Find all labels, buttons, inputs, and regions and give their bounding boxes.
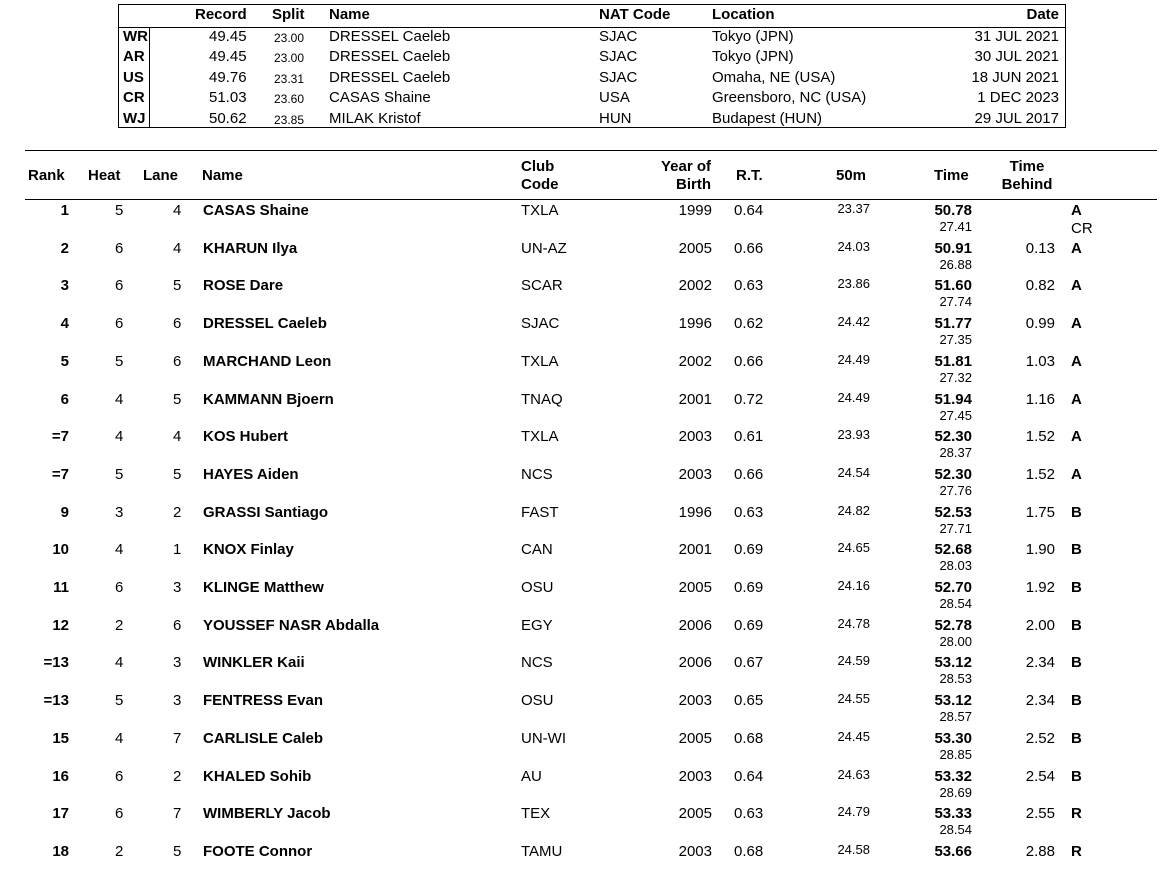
records-header-nat-code: NAT Code <box>599 6 671 23</box>
result-behind: 2.88 <box>1025 842 1055 860</box>
result-club: TXLA <box>521 202 559 219</box>
result-split50: 24.59 <box>837 653 870 669</box>
result-split50: 24.65 <box>837 540 870 556</box>
result-rank: 12 <box>52 616 69 634</box>
record-date: 29 JUL 2017 <box>974 109 1059 127</box>
result-time: 53.33 <box>934 805 972 823</box>
result-behind: 2.54 <box>1025 767 1055 785</box>
result-behind: 1.16 <box>1025 390 1055 408</box>
result-split50: 24.78 <box>837 615 870 631</box>
result-qual: B <box>1071 541 1082 559</box>
header-time-behind <box>997 158 1057 194</box>
result-heat: 4 <box>115 541 124 559</box>
result-club: SJAC <box>521 315 560 333</box>
result-rt: 0.69 <box>734 579 764 596</box>
result-rank: 2 <box>60 239 69 257</box>
result-time: 51.81 <box>934 352 972 370</box>
record-date: 1 DEC 2023 <box>977 89 1059 107</box>
record-split: 23.60 <box>274 92 305 107</box>
result-name: HAYES Aiden <box>203 465 299 483</box>
result-qual: A <box>1071 202 1082 219</box>
record-location: Tokyo (JPN) <box>712 48 794 66</box>
result-split2: 26.88 <box>939 256 972 272</box>
result-qual: A <box>1071 465 1082 483</box>
record-split: 23.00 <box>274 31 305 45</box>
result-rank: 16 <box>52 767 69 785</box>
result-behind: 1.90 <box>1025 541 1055 559</box>
result-split2: 28.85 <box>939 746 972 762</box>
result-rank: 15 <box>52 729 69 747</box>
result-time: 51.60 <box>934 277 972 295</box>
result-split50: 23.37 <box>837 201 870 216</box>
header-lane: Lane <box>143 167 179 184</box>
result-qual: R <box>1071 805 1082 823</box>
record-row <box>119 88 1065 109</box>
result-split50: 24.82 <box>837 502 870 518</box>
result-time: 52.30 <box>934 465 972 483</box>
result-row <box>0 576 1169 614</box>
result-rank: 4 <box>60 315 69 333</box>
result-qual: A <box>1071 239 1082 257</box>
record-record: 51.03 <box>209 89 247 107</box>
result-lane: 2 <box>173 503 182 521</box>
record-row <box>119 109 1065 130</box>
result-split50: 24.54 <box>837 464 870 480</box>
result-rt: 0.66 <box>734 465 764 483</box>
record-row <box>119 68 1065 89</box>
result-row <box>0 689 1169 727</box>
result-rank: =13 <box>43 654 69 672</box>
result-rt: 0.66 <box>734 239 764 257</box>
records-header-split: Split <box>272 6 305 23</box>
result-heat: 4 <box>115 390 124 408</box>
result-club: TAMU <box>521 842 563 860</box>
result-club: UN-AZ <box>521 239 567 257</box>
result-qual: B <box>1071 654 1082 672</box>
header-50m: 50m <box>836 167 867 184</box>
result-lane: 6 <box>173 352 182 370</box>
results-header <box>25 150 1157 200</box>
result-split2: 28.03 <box>939 558 972 574</box>
header-behind-line1: Time <box>1009 158 1045 175</box>
result-row <box>0 312 1169 350</box>
result-heat: 6 <box>115 239 124 257</box>
result-yob: 2005 <box>678 579 712 596</box>
result-split2: 28.54 <box>939 822 972 838</box>
result-time: 53.30 <box>934 729 972 747</box>
record-nat: SJAC <box>599 68 638 86</box>
result-split50: 24.42 <box>837 314 870 330</box>
result-behind: 1.75 <box>1025 503 1055 521</box>
result-behind: 2.34 <box>1025 654 1055 672</box>
result-time: 52.68 <box>934 541 972 559</box>
result-rank: =13 <box>43 692 69 710</box>
result-behind: 2.00 <box>1025 616 1055 634</box>
result-split2: 28.69 <box>939 784 972 800</box>
result-lane: 3 <box>173 579 182 596</box>
record-date: 30 JUL 2021 <box>974 48 1059 66</box>
result-row <box>0 538 1169 576</box>
result-split50: 24.45 <box>837 728 870 744</box>
result-rt: 0.67 <box>734 654 764 672</box>
header-name: Name <box>202 167 243 184</box>
result-split2: 28.57 <box>939 709 972 725</box>
result-heat: 6 <box>115 315 124 333</box>
header-club-line1: Club <box>521 158 555 175</box>
header-time: Time <box>934 167 969 184</box>
result-qual: B <box>1071 503 1082 521</box>
result-yob: 2003 <box>678 428 712 446</box>
result-lane: 6 <box>173 315 182 333</box>
result-name: YOUSSEF NASR Abdalla <box>203 616 380 634</box>
result-name: WINKLER Kaii <box>203 654 305 672</box>
result-heat: 5 <box>115 352 124 370</box>
result-heat: 4 <box>115 729 124 747</box>
record-location: Greensboro, NC (USA) <box>712 89 867 107</box>
result-heat: 5 <box>115 202 124 219</box>
result-rt: 0.63 <box>734 805 764 823</box>
result-heat: 5 <box>115 465 124 483</box>
record-row <box>119 47 1065 68</box>
result-club: NCS <box>521 465 553 483</box>
result-split2: 27.35 <box>939 332 972 348</box>
result-lane: 6 <box>173 616 182 634</box>
result-behind: 0.82 <box>1025 277 1055 295</box>
records-header-location: Location <box>712 6 775 23</box>
result-qual: A <box>1071 428 1082 446</box>
result-heat: 2 <box>115 616 124 634</box>
record-code: WJ <box>123 109 146 127</box>
result-behind: 2.55 <box>1025 805 1055 823</box>
result-rank: 1 <box>60 202 69 219</box>
result-yob: 2003 <box>678 842 712 860</box>
result-yob: 1996 <box>678 315 712 333</box>
result-rank: =7 <box>51 428 69 446</box>
record-name: DRESSEL Caeleb <box>329 48 451 66</box>
result-name: KNOX Finlay <box>203 541 294 559</box>
result-time: 50.78 <box>934 202 972 219</box>
result-club: FAST <box>521 503 559 521</box>
record-nat: HUN <box>599 109 632 127</box>
result-name: GRASSI Santiago <box>203 503 329 521</box>
result-split50: 24.58 <box>837 841 870 857</box>
result-rank: 18 <box>52 842 69 860</box>
result-yob: 2006 <box>678 616 712 634</box>
record-date: 31 JUL 2021 <box>974 28 1059 45</box>
result-split2: 28.37 <box>939 445 972 461</box>
record-location: Tokyo (JPN) <box>712 28 794 45</box>
result-row <box>0 388 1169 426</box>
result-split50: 24.03 <box>837 238 870 254</box>
result-qual: B <box>1071 767 1082 785</box>
result-row <box>0 501 1169 539</box>
result-split2: 27.71 <box>939 520 972 536</box>
records-table <box>118 4 1066 128</box>
result-rank: =7 <box>51 465 69 483</box>
result-split50: 24.49 <box>837 389 870 405</box>
result-split2: 27.76 <box>939 482 972 498</box>
result-lane: 2 <box>173 767 182 785</box>
result-lane: 4 <box>173 202 182 219</box>
result-rt: 0.65 <box>734 692 764 710</box>
result-club: CAN <box>521 541 553 559</box>
record-nat: USA <box>599 89 630 107</box>
result-qual: A <box>1071 390 1082 408</box>
result-behind: 2.34 <box>1025 692 1055 710</box>
result-yob: 1999 <box>678 202 712 219</box>
result-rt: 0.66 <box>734 352 764 370</box>
result-lane: 5 <box>173 390 182 408</box>
result-time: 50.91 <box>934 239 972 257</box>
record-split: 23.31 <box>274 71 305 86</box>
result-time: 51.77 <box>934 315 972 333</box>
result-split2: 28.00 <box>939 633 972 649</box>
result-row <box>0 614 1169 652</box>
result-rank: 6 <box>60 390 69 408</box>
header-club-line2: Code <box>521 176 559 193</box>
result-behind: 0.13 <box>1025 239 1055 257</box>
result-qual: A <box>1071 277 1082 295</box>
record-code: US <box>123 68 144 86</box>
result-rt: 0.63 <box>734 503 764 521</box>
result-qual: B <box>1071 579 1082 596</box>
result-rank: 11 <box>53 579 69 596</box>
result-time: 52.53 <box>934 503 972 521</box>
result-lane: 7 <box>173 729 182 747</box>
result-club: SCAR <box>521 277 563 295</box>
result-name: KAMMANN Bjoern <box>203 390 334 408</box>
result-yob: 2003 <box>678 692 712 710</box>
result-row <box>0 237 1169 275</box>
result-club: TEX <box>521 805 551 823</box>
result-yob: 2001 <box>678 390 712 408</box>
result-yob: 2001 <box>678 541 712 559</box>
record-split: 23.00 <box>274 51 305 66</box>
result-club: EGY <box>521 616 553 634</box>
header-behind-line2: Behind <box>1001 176 1053 193</box>
result-split50: 23.93 <box>837 427 870 443</box>
header-yob <box>655 158 711 194</box>
result-lane: 7 <box>173 805 182 823</box>
result-time: 52.78 <box>934 616 972 634</box>
result-club: TXLA <box>521 352 559 370</box>
record-nat: SJAC <box>599 28 638 45</box>
result-yob: 2005 <box>678 805 712 823</box>
record-code: CR <box>123 89 145 107</box>
record-record: 49.45 <box>209 28 247 45</box>
record-code: WR <box>123 28 148 45</box>
result-behind: 0.99 <box>1025 315 1055 333</box>
result-rt: 0.72 <box>734 390 764 408</box>
result-qual2: CR <box>1071 220 1093 237</box>
result-club: OSU <box>521 579 554 596</box>
result-lane: 5 <box>173 842 182 860</box>
result-time: 53.66 <box>934 842 972 860</box>
record-name: DRESSEL Caeleb <box>329 28 451 45</box>
result-row <box>0 802 1169 840</box>
result-behind: 1.52 <box>1025 465 1055 483</box>
result-split2: 27.32 <box>939 369 972 385</box>
result-time: 52.30 <box>934 428 972 446</box>
result-split2: 27.45 <box>939 407 972 423</box>
result-name: KHARUN Ilya <box>203 239 298 257</box>
result-club: OSU <box>521 692 554 710</box>
result-behind: 1.92 <box>1025 579 1055 596</box>
result-qual: A <box>1071 315 1082 333</box>
result-club: UN-WI <box>521 729 566 747</box>
result-yob: 2003 <box>678 767 712 785</box>
result-club: TNAQ <box>521 390 563 408</box>
result-heat: 3 <box>115 503 124 521</box>
result-name: CARLISLE Caleb <box>203 729 324 747</box>
header-club <box>521 158 559 194</box>
result-time: 53.32 <box>934 767 972 785</box>
result-qual: A <box>1071 352 1082 370</box>
result-heat: 5 <box>115 692 124 710</box>
result-split50: 23.86 <box>837 276 870 292</box>
result-lane: 5 <box>173 465 182 483</box>
record-code: AR <box>123 48 145 66</box>
result-yob: 2003 <box>678 465 712 483</box>
result-name: WIMBERLY Jacob <box>203 805 331 823</box>
result-rank: 17 <box>52 805 69 823</box>
result-qual: B <box>1071 616 1082 634</box>
result-name: FENTRESS Evan <box>203 692 324 710</box>
header-yob-line1: Year of <box>660 158 711 175</box>
result-row <box>0 840 1169 877</box>
result-lane: 3 <box>173 692 182 710</box>
result-heat: 6 <box>115 767 124 785</box>
result-time: 52.70 <box>934 579 972 596</box>
result-club: AU <box>521 767 542 785</box>
record-row <box>119 27 1065 48</box>
result-time: 51.94 <box>934 390 972 408</box>
result-rt: 0.62 <box>734 315 764 333</box>
result-rt: 0.68 <box>734 842 764 860</box>
result-time: 53.12 <box>934 692 972 710</box>
result-qual: B <box>1071 692 1082 710</box>
header-rt: R.T. <box>736 167 763 184</box>
result-row <box>0 727 1169 765</box>
result-split50: 24.55 <box>837 691 870 707</box>
record-location: Omaha, NE (USA) <box>712 68 836 86</box>
result-split50: 24.49 <box>837 351 870 367</box>
result-row <box>0 199 1169 237</box>
result-row <box>0 651 1169 689</box>
result-rank: 10 <box>52 541 69 559</box>
record-location: Budapest (HUN) <box>712 109 823 127</box>
result-heat: 4 <box>115 654 124 672</box>
result-lane: 5 <box>173 277 182 295</box>
result-rt: 0.61 <box>734 428 764 446</box>
header-heat: Heat <box>88 167 121 184</box>
result-rt: 0.68 <box>734 729 764 747</box>
result-heat: 4 <box>115 428 124 446</box>
result-behind: 1.52 <box>1025 428 1055 446</box>
result-split50: 24.16 <box>837 578 870 593</box>
result-heat: 6 <box>115 805 124 823</box>
record-record: 49.76 <box>209 68 247 86</box>
header-rank: Rank <box>28 167 65 184</box>
result-rank: 3 <box>60 277 69 295</box>
result-club: NCS <box>521 654 553 672</box>
result-split2: 28.53 <box>939 671 972 687</box>
result-name: ROSE Dare <box>203 277 284 295</box>
result-yob: 1996 <box>678 503 712 521</box>
record-nat: SJAC <box>599 48 638 66</box>
result-name: MARCHAND Leon <box>203 352 332 370</box>
result-heat: 6 <box>115 277 124 295</box>
record-name: CASAS Shaine <box>329 89 431 107</box>
result-club: TXLA <box>521 428 559 446</box>
result-row <box>0 463 1169 501</box>
records-header-record: Record <box>195 6 247 23</box>
result-lane: 3 <box>173 654 182 672</box>
result-row <box>0 350 1169 388</box>
record-record: 49.45 <box>209 48 247 66</box>
result-yob: 2005 <box>678 239 712 257</box>
result-row <box>0 765 1169 803</box>
result-qual: B <box>1071 729 1082 747</box>
record-date: 18 JUN 2021 <box>971 68 1059 86</box>
result-rt: 0.64 <box>734 767 764 785</box>
result-behind: 1.03 <box>1025 352 1055 370</box>
result-lane: 1 <box>173 541 182 559</box>
result-name: DRESSEL Caeleb <box>203 315 327 333</box>
result-lane: 4 <box>173 239 182 257</box>
result-heat: 2 <box>115 842 124 860</box>
result-yob: 2006 <box>678 654 712 672</box>
result-rank: 5 <box>60 352 69 370</box>
result-rt: 0.63 <box>734 277 764 295</box>
result-yob: 2002 <box>678 352 712 370</box>
result-name: KLINGE Matthew <box>203 579 324 596</box>
result-split50: 24.63 <box>837 766 870 782</box>
record-split: 23.85 <box>274 112 305 127</box>
result-lane: 4 <box>173 428 182 446</box>
result-name: FOOTE Connor <box>203 842 313 860</box>
result-row <box>0 425 1169 463</box>
result-split2: 28.54 <box>939 596 972 611</box>
result-split2: 27.74 <box>939 294 972 310</box>
result-rank: 9 <box>60 503 69 521</box>
result-name: KHALED Sohib <box>203 767 312 785</box>
result-time: 53.12 <box>934 654 972 672</box>
result-split50: 24.79 <box>837 804 870 820</box>
result-heat: 6 <box>115 579 124 596</box>
result-yob: 2002 <box>678 277 712 295</box>
result-split2: 27.41 <box>939 219 972 234</box>
record-name: DRESSEL Caeleb <box>329 68 451 86</box>
records-header-date: Date <box>1026 6 1059 23</box>
record-name: MILAK Kristof <box>329 109 421 127</box>
header-yob-line2: Birth <box>676 176 711 193</box>
result-name: CASAS Shaine <box>203 202 309 219</box>
result-rt: 0.69 <box>734 616 764 634</box>
records-header-name: Name <box>329 6 370 23</box>
result-behind: 2.52 <box>1025 729 1055 747</box>
record-record: 50.62 <box>209 109 247 127</box>
result-row <box>0 274 1169 312</box>
result-qual: R <box>1071 842 1082 860</box>
result-rt: 0.64 <box>734 202 764 219</box>
result-yob: 2005 <box>678 729 712 747</box>
result-name: KOS Hubert <box>203 428 289 446</box>
result-rt: 0.69 <box>734 541 764 559</box>
